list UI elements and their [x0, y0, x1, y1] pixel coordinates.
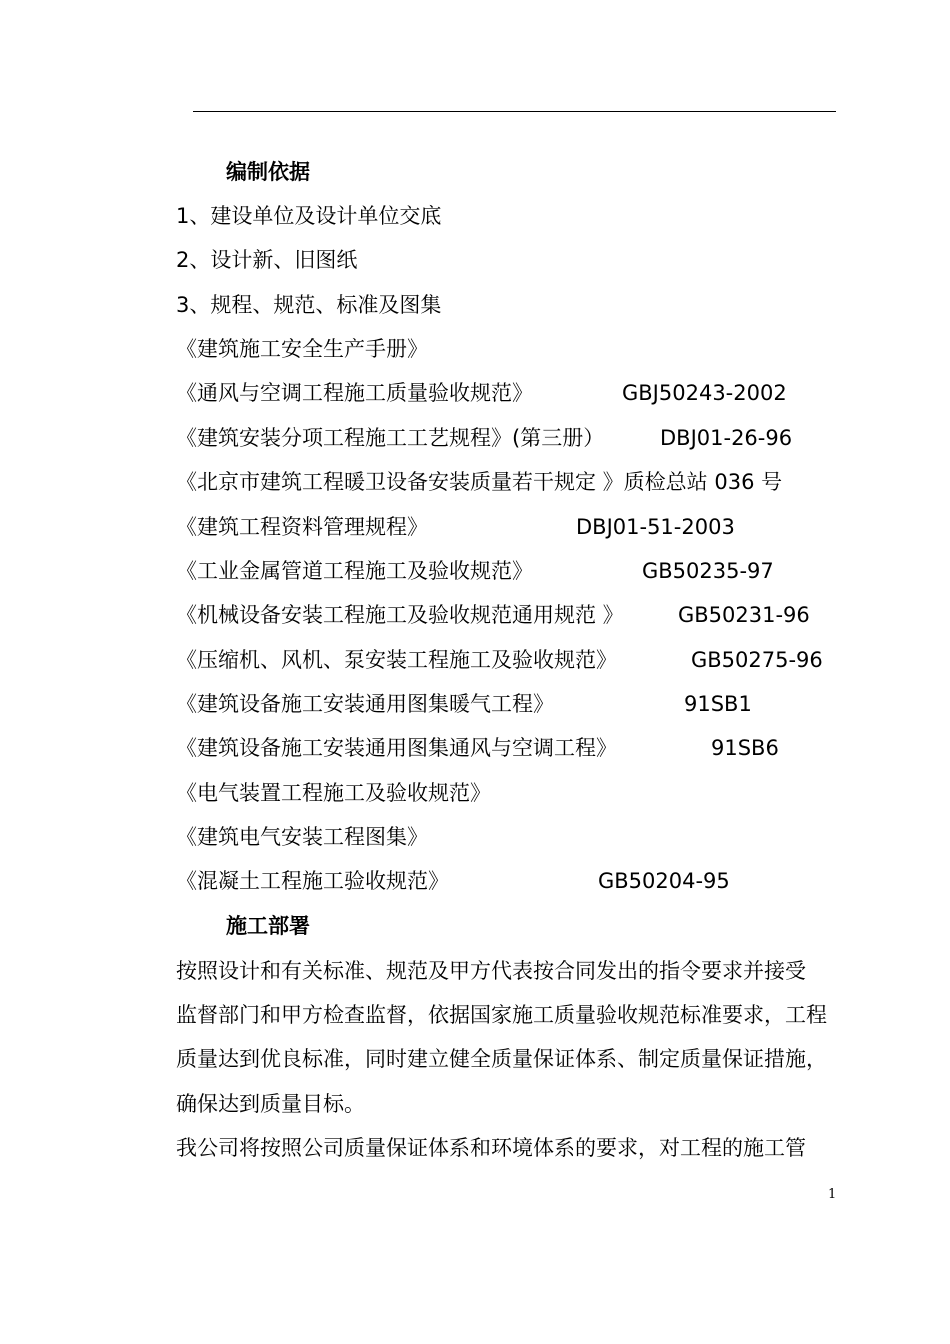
reference-title: 《建筑安装分项工程施工工艺规程》(第三册） [176, 426, 605, 450]
reference-code: 91SB1 [684, 692, 752, 716]
paragraph-line: 质量达到优良标准，同时建立健全质量保证体系、制定质量保证措施， [176, 1047, 827, 1071]
reference-code: 91SB6 [711, 736, 779, 760]
page-number: 1 [828, 1187, 837, 1202]
reference-title: 《建筑设备施工安装通用图集通风与空调工程》 [176, 736, 617, 760]
reference-title: 《混凝土工程施工验收规范》 [176, 869, 449, 893]
reference-title: 《机械设备安装工程施工及验收规范通用规范 》 [176, 603, 624, 627]
reference-title: 《压缩机、风机、泵安装工程施工及验收规范》 [176, 648, 617, 672]
paragraph-line: 确保达到质量目标。 [176, 1092, 365, 1116]
reference-code: DBJ01-51-2003 [576, 515, 735, 539]
reference-title: 《电气装置工程施工及验收规范》 [176, 781, 491, 805]
basis-item-3: 3、规程、规范、标准及图集 [176, 293, 442, 317]
section-heading-deployment: 施工部署 [226, 914, 310, 938]
basis-item-1: 1、建设单位及设计单位交底 [176, 204, 442, 228]
basis-item-2: 2、设计新、旧图纸 [176, 248, 358, 272]
reference-code: GB50231-96 [678, 603, 810, 627]
reference-title: 《建筑施工安全生产手册》 [176, 337, 428, 361]
reference-code: GB50275-96 [691, 648, 823, 672]
reference-title: 《工业金属管道工程施工及验收规范》 [176, 559, 533, 583]
reference-title: 《通风与空调工程施工质量验收规范》 [176, 381, 533, 405]
section-heading-basis: 编制依据 [226, 160, 310, 184]
paragraph-line: 按照设计和有关标准、规范及甲方代表按合同发出的指令要求并接受 [176, 959, 806, 983]
reference-title: 《北京市建筑工程暖卫设备安装质量若干规定 》质检总站 036 号 [176, 470, 783, 494]
reference-code: GBJ50243-2002 [622, 381, 787, 405]
reference-code: GB50235-97 [642, 559, 774, 583]
reference-code: GB50204-95 [598, 869, 730, 893]
paragraph-line: 我公司将按照公司质量保证体系和环境体系的要求，对工程的施工管 [176, 1136, 806, 1160]
reference-title: 《建筑电气安装工程图集》 [176, 825, 428, 849]
reference-title: 《建筑工程资料管理规程》 [176, 515, 428, 539]
paragraph-line: 监督部门和甲方检查监督，依据国家施工质量验收规范标准要求，工程 [176, 1003, 827, 1027]
reference-code: DBJ01-26-96 [660, 426, 793, 450]
reference-title: 《建筑设备施工安装通用图集暖气工程》 [176, 692, 554, 716]
header-rule [193, 111, 836, 112]
